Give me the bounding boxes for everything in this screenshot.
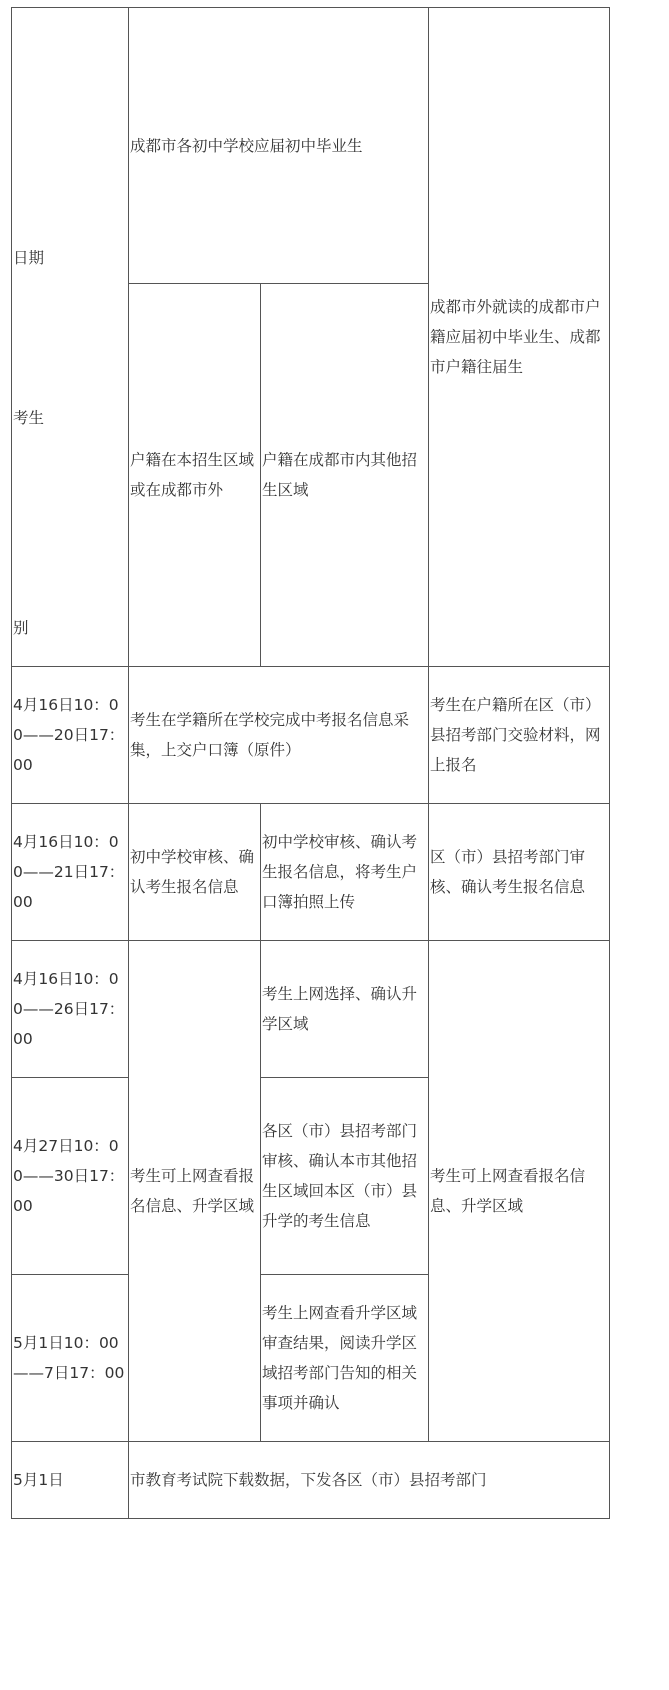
date-cell: 4月16日10：00——20日17：00 (12, 667, 129, 804)
header-other-hukou: 户籍在成都市内其他招生区域 (261, 284, 429, 667)
date-cell: 4月16日10：00——26日17：00 (12, 941, 129, 1078)
header-category-label: 别 (13, 619, 29, 637)
outside-merged-cell: 考生可上网查看报名信息、升学区域 (429, 941, 610, 1442)
table-row (12, 804, 610, 941)
date-cell: 4月27日10：00——30日17：00 (12, 1078, 129, 1275)
local-cell: 初中学校审核、确认考生报名信息 (129, 804, 261, 941)
table-row (12, 667, 610, 804)
header-examinee-label: 考生 (13, 409, 45, 427)
outside-cell: 考生在户籍所在区（市）县招考部门交验材料，网上报名 (429, 667, 610, 804)
other-cell: 各区（市）县招考部门审核、确认本市其他招生区域回本区（市）县升学的考生信息 (261, 1078, 429, 1275)
header-chengdu-graduates: 成都市各初中学校应届初中毕业生 (129, 8, 429, 284)
other-cell: 考生上网选择、确认升学区域 (261, 941, 429, 1078)
other-cell: 考生上网查看升学区域审查结果，阅读升学区域招考部门告知的相关事项并确认 (261, 1275, 429, 1442)
header-row-1 (12, 8, 610, 284)
outside-cell: 区（市）县招考部门审核、确认考生报名信息 (429, 804, 610, 941)
date-cell: 5月1日10：00——7日17：00 (12, 1275, 129, 1442)
table-row (12, 941, 610, 1078)
all-cell: 市教育考试院下载数据，下发各区（市）县招考部门 (129, 1442, 610, 1519)
table-row (12, 1442, 610, 1519)
date-cell: 4月16日10：00——21日17：00 (12, 804, 129, 941)
local-merged-cell: 考生可上网查看报名信息、升学区域 (129, 941, 261, 1442)
header-date-label: 日期 (13, 249, 45, 267)
other-cell: 初中学校审核、确认考生报名信息，将考生户口簿拍照上传 (261, 804, 429, 941)
local-cell: 考生在学籍所在学校完成中考报名信息采集，上交户口簿（原件） (129, 667, 429, 804)
registration-schedule-table (11, 7, 610, 1519)
header-local-hukou: 户籍在本招生区域或在成都市外 (129, 284, 261, 667)
date-cell: 5月1日 (12, 1442, 129, 1519)
header-corner-cell (12, 8, 129, 667)
header-outside-graduates: 成都市外就读的成都市户籍应届初中毕业生、成都市户籍往届生 (429, 8, 610, 667)
